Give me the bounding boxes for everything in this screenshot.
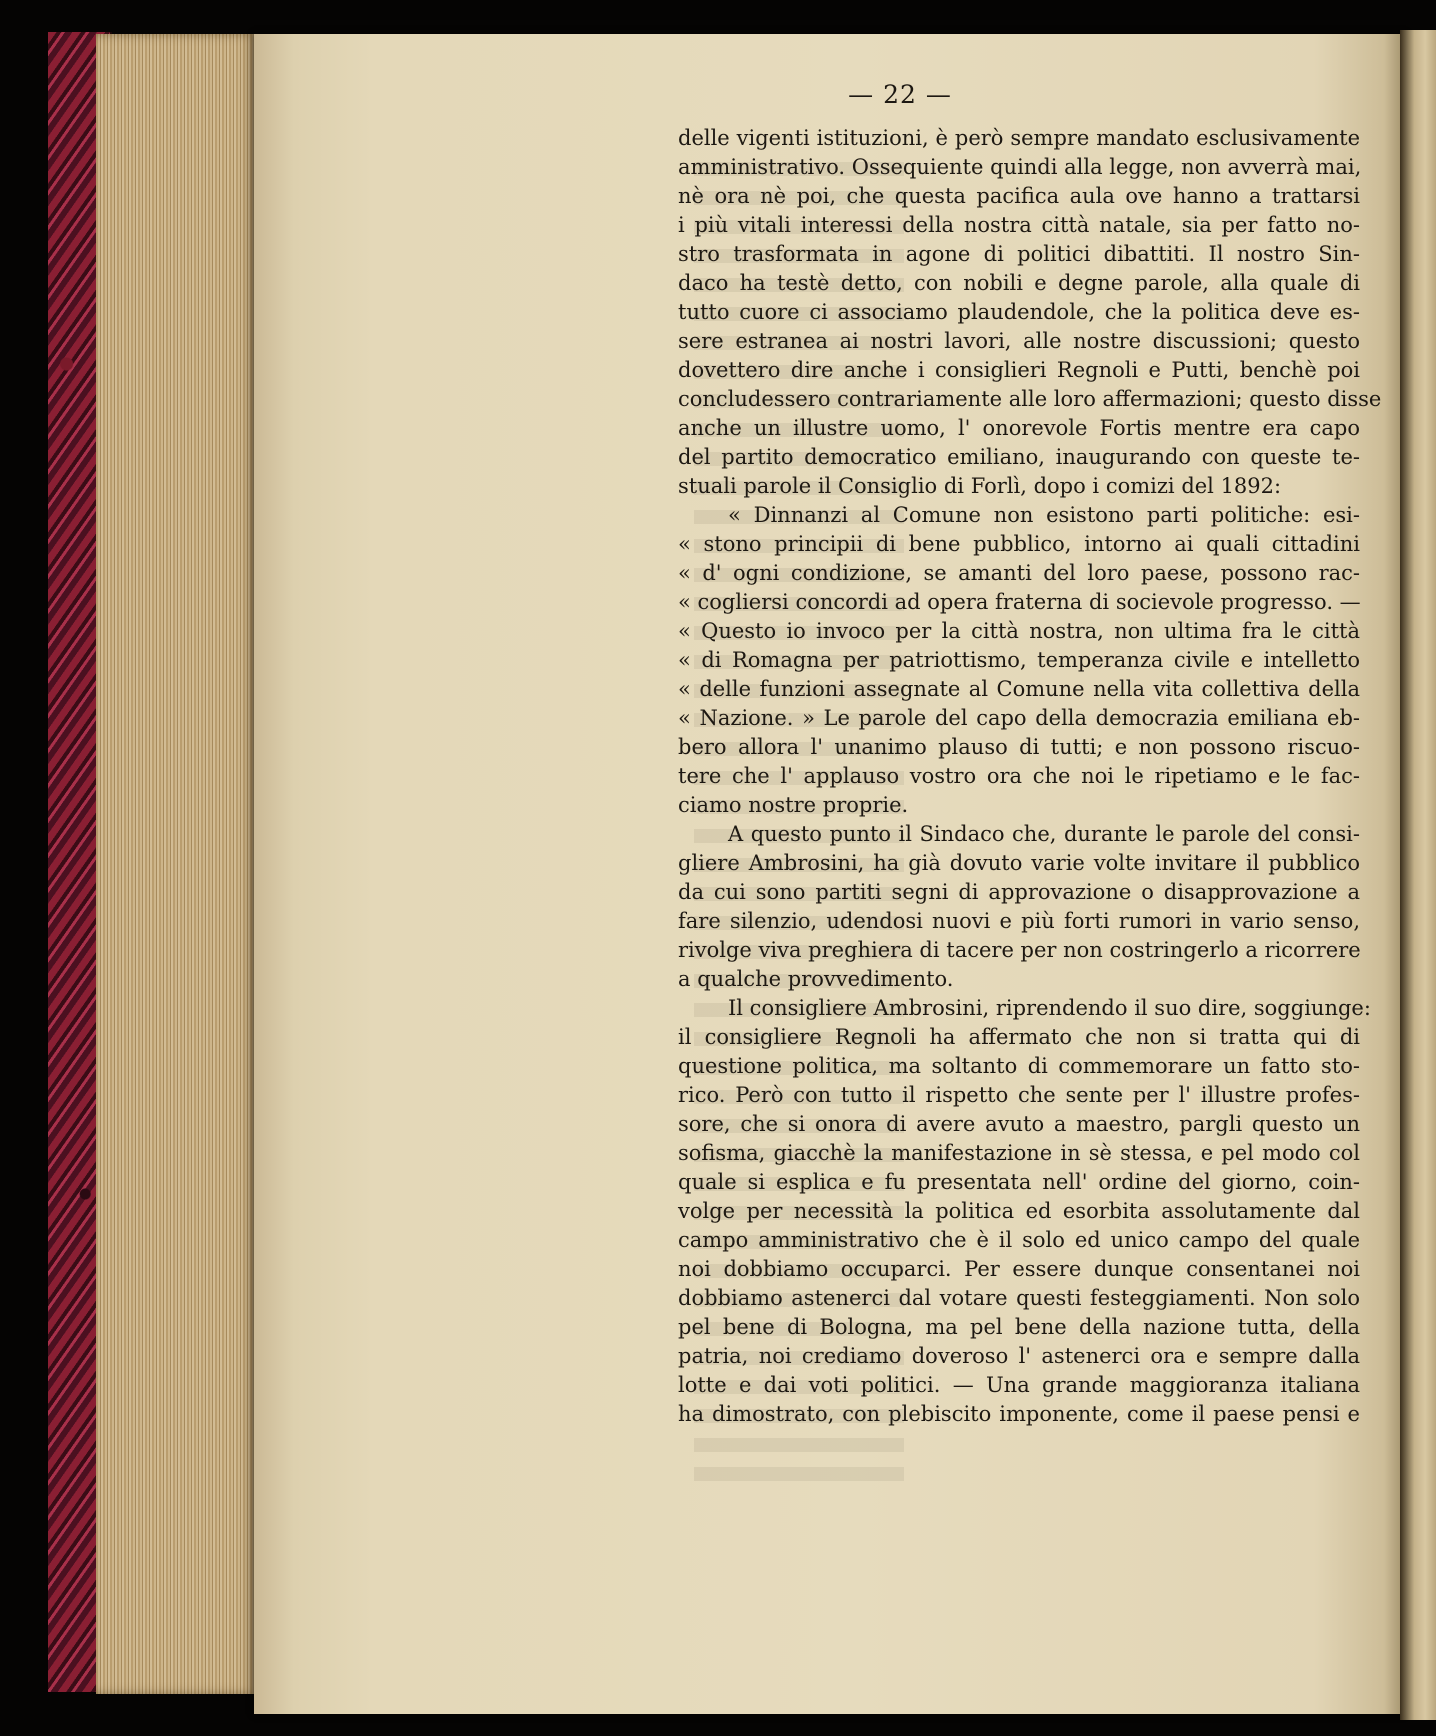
text-line: amministrativo. Ossequiente quindi alla legge, non avverrà mai, (678, 155, 1362, 179)
text-line: da cui sono partiti segni di approvazione o disapprovazione a (678, 880, 1360, 904)
text-line: delle vigenti istituzioni, è però sempre mandato esclusivamente (678, 126, 1360, 150)
text-line: fare silenzio, udendosi nuovi e più forti rumori in vario senso, (678, 909, 1360, 933)
text-line: « stono principii di bene pubblico, intorno ai quali cittadini (678, 532, 1360, 556)
text-line: « Dinnanzi al Comune non esistono parti politiche: esi- (728, 503, 1360, 527)
text-line: « di Romagna per patriottismo, temperanza civile e intelletto (678, 648, 1360, 672)
text-line: rivolge viva preghiera di tacere per non costringerlo a ricorrere (678, 938, 1361, 962)
text-line: patria, noi crediamo doveroso l' astenerci ora e sempre dalla (678, 1344, 1360, 1368)
text-line: rico. Però con tutto il rispetto che sente per l' illustre profes- (678, 1083, 1360, 1107)
text-line: tutto cuore ci associamo plaudendole, che la politica deve es- (678, 300, 1360, 324)
text-line: A questo punto il Sindaco che, durante le parole del consi- (728, 822, 1360, 846)
text-line: « Questo io invoco per la città nostra, non ultima fra le città (678, 619, 1360, 643)
text-line: daco ha testè detto, con nobili e degne parole, alla quale di (678, 271, 1360, 295)
text-line: sore, che si onora di avere avuto a maestro, pargli questo un (678, 1112, 1360, 1136)
text-line: nè ora nè poi, che questa pacifica aula ove hanno a trattarsi (678, 184, 1360, 208)
text-line: il consigliere Regnoli ha affermato che non si tratta qui di (678, 1025, 1360, 1049)
text-line: sere estranea ai nostri lavori, alle nostre discussioni; questo (678, 329, 1360, 353)
text-line: « cogliersi concordi ad opera fraterna di socievole progresso. — (678, 590, 1361, 614)
text-line: bero allora l' unanimo plauso di tutti; e non possono riscuo- (678, 735, 1360, 759)
text-line: ha dimostrato, con plebiscito imponente, come il paese pensi e (678, 1402, 1360, 1426)
text-line: stro trasformata in agone di politici dibattiti. Il nostro Sin- (678, 242, 1360, 266)
text-line: ciamo nostre proprie. (678, 793, 909, 817)
text-line: quale si esplica e fu presentata nell' ordine del giorno, coin- (678, 1170, 1360, 1194)
text-line: dobbiamo astenerci dal votare questi festeggiamenti. Non solo (678, 1286, 1360, 1310)
text-line: tere che l' applauso vostro ora che noi le ripetiamo e le fac- (678, 764, 1360, 788)
text-line: del partito democratico emiliano, inaugurando con queste te- (678, 445, 1360, 469)
body-text (678, 124, 1382, 1429)
text-line: dovettero dire anche i consiglieri Regnoli e Putti, benchè poi (678, 358, 1360, 382)
text-line: campo amministrativo che è il solo ed unico campo del quale (678, 1228, 1360, 1252)
text-line: « d' ogni condizione, se amanti del loro paese, possono rac- (678, 561, 1360, 585)
text-line: volge per necessità la politica ed esorbita assolutamente dal (678, 1199, 1360, 1223)
text-line: gliere Ambrosini, ha già dovuto varie volte invitare il pubblico (678, 851, 1360, 875)
text-line: a qualche provvedimento. (678, 967, 954, 991)
page-number: — 22 — (848, 80, 952, 109)
text-line: lotte e dai voti politici. — Una grande maggioranza italiana (678, 1373, 1360, 1397)
text-line: concludessero contrariamente alle loro affermazioni; questo disse (678, 387, 1382, 411)
page-stack-right (1400, 30, 1436, 1720)
text-line: anche un illustre uomo, l' onorevole Fortis mentre era capo (678, 416, 1360, 440)
text-line: « Nazione. » Le parole del capo della democrazia emiliana eb- (678, 706, 1360, 730)
text-line: Il consigliere Ambrosini, riprendendo il suo dire, soggiunge: (728, 996, 1371, 1020)
page-stack-left (96, 34, 256, 1694)
text-line: pel bene di Bologna, ma pel bene della nazione tutta, della (678, 1315, 1360, 1339)
text-line: i più vitali interessi della nostra città natale, sia per fatto no- (678, 213, 1360, 237)
text-line: stuali parole il Consiglio di Forlì, dopo i comizi del 1892: (678, 474, 1282, 498)
text-line: questione politica, ma soltanto di commemorare un fatto sto- (678, 1054, 1360, 1078)
text-line: « delle funzioni assegnate al Comune nella vita collettiva della (678, 677, 1360, 701)
text-line: sofisma, giacchè la manifestazione in sè stessa, e pel modo col (678, 1141, 1360, 1165)
text-line: noi dobbiamo occuparci. Per essere dunque consentanei noi (678, 1257, 1360, 1281)
